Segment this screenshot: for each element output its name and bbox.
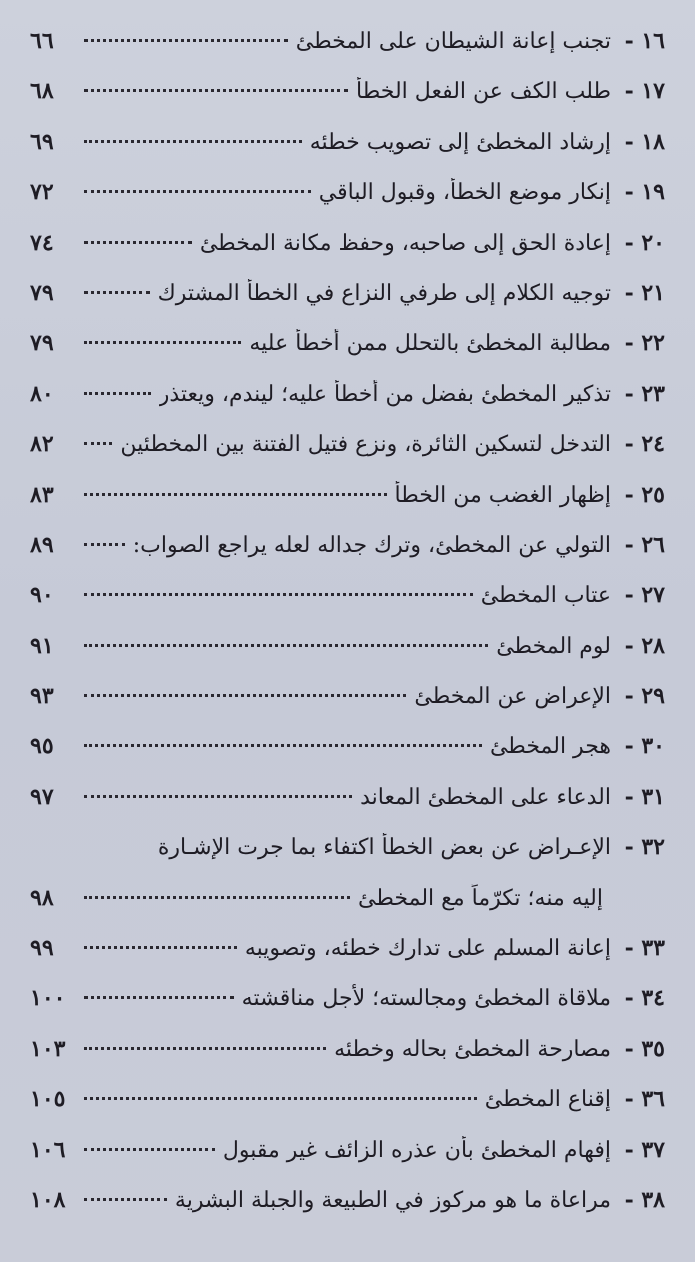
dot-leader: [84, 644, 488, 647]
entry-title: التدخل لتسكين الثائرة، ونزع فتيل الفتنة بين المخطئين: [120, 432, 611, 458]
entry-title: عتاب المخطئ: [480, 583, 611, 609]
entry-title: تجنب إعانة الشيطان على المخطئ: [295, 29, 611, 54]
toc-entry-36: [30, 1084, 665, 1134]
entry-number: ٣٤ -: [624, 985, 665, 1012]
toc-entry-17: [30, 76, 665, 126]
toc-entry-33: [30, 933, 665, 983]
entry-number: ١٧ -: [624, 78, 665, 105]
entry-title: الإعراض عن المخطئ: [414, 684, 611, 710]
toc-entry-34: [30, 983, 665, 1033]
toc-entry-23: [30, 379, 665, 429]
dot-leader: [84, 1047, 326, 1050]
dot-leader: [84, 1148, 215, 1151]
entry-page-number: ٧٤: [30, 229, 54, 256]
entry-page-number: ٩٨: [30, 884, 54, 911]
entry-page-number: ٧٩: [30, 330, 54, 357]
entry-number: ٣٦ -: [624, 1086, 665, 1113]
entry-number: ١٦ -: [624, 28, 665, 54]
dot-leader: [84, 896, 350, 899]
toc-entry-16: [30, 26, 665, 76]
toc-entry-22: [30, 328, 665, 378]
entry-page-number: ٩٩: [30, 935, 54, 962]
dot-leader: [84, 795, 352, 798]
toc-entry-19: [30, 177, 665, 227]
entry-line-1: [30, 832, 665, 882]
toc-entry-37: [30, 1135, 665, 1185]
entry-page-number: ٨٢: [30, 431, 54, 458]
entry-title: الدعاء على المخطئ المعاند: [360, 784, 611, 810]
entry-number: ٢٤ -: [624, 431, 665, 458]
dot-leader: [84, 593, 473, 596]
entry-page-number: ٦٦: [30, 28, 54, 54]
dot-leader: [84, 190, 311, 193]
entry-page-number: ٨٩: [30, 531, 54, 558]
toc-entry-26: [30, 530, 665, 580]
entry-number: ٢٦ -: [624, 531, 665, 558]
toc-entry-18: [30, 127, 665, 177]
dot-leader: [84, 39, 288, 42]
dot-leader: [84, 392, 151, 395]
dot-leader: [84, 442, 112, 445]
entry-number: ٣٨ -: [624, 1186, 665, 1213]
entry-page-number: ١٠٥: [30, 1086, 66, 1113]
toc-entry-24: [30, 429, 665, 479]
entry-title: مطالبة المخطئ بالتحلل ممن أخطأ عليه: [249, 331, 611, 357]
entry-number: ٢٥ -: [624, 481, 665, 508]
entry-page-number: ١٠٨: [30, 1186, 66, 1213]
entry-number: ٣٣ -: [624, 935, 665, 962]
entry-page-number: ٧٢: [30, 179, 54, 206]
entry-title: الإعـراض عن بعض الخطأ اكتفاء بما جرت الإشـارة: [157, 835, 611, 861]
entry-number: ٢١ -: [624, 279, 665, 306]
entry-page-number: ٦٩: [30, 128, 54, 155]
entry-page-number: ٨٣: [30, 481, 54, 508]
entry-line-2: [30, 883, 665, 933]
dot-leader: [84, 241, 192, 244]
entry-number: ٣٢ -: [624, 834, 665, 861]
entry-title: إعادة الحق إلى صاحبه، وحفظ مكانة المخطئ: [199, 230, 611, 256]
dot-leader: [84, 1097, 477, 1100]
entry-page-number: ٩٧: [30, 783, 54, 810]
toc-entry-38: [30, 1185, 665, 1235]
entry-page-number: ٨٠: [30, 380, 54, 407]
toc-entry-28: [30, 631, 665, 681]
dot-leader: [84, 543, 125, 546]
toc-entry-29: [30, 681, 665, 731]
entry-title: هجر المخطئ: [489, 734, 611, 760]
dot-leader: [84, 89, 348, 92]
toc-entry-20: [30, 228, 665, 278]
dot-leader: [84, 744, 482, 747]
entry-number: ٢٧ -: [624, 582, 665, 609]
entry-page-number: ٩٥: [30, 733, 54, 760]
entry-number: ٢٠ -: [624, 229, 665, 256]
entry-title: إرشاد المخطئ إلى تصويب خطئه: [309, 129, 611, 155]
entry-page-number: ٦٨: [30, 78, 54, 105]
entry-title: إفهام المخطئ بأن عذره الزائف غير مقبول: [222, 1137, 611, 1163]
entry-title: تذكير المخطئ بفضل من أخطأ عليه؛ ليندم، ويعتذر: [158, 381, 611, 407]
dot-leader: [84, 140, 302, 143]
dot-leader: [84, 946, 237, 949]
entry-number: ١٩ -: [624, 179, 665, 206]
entry-page-number: ٧٩: [30, 279, 54, 306]
entry-page-number: ١٠٦: [30, 1136, 66, 1163]
entry-title: مصارحة المخطئ بحاله وخطئه: [334, 1036, 611, 1062]
entry-page-number: ٩٠: [30, 582, 54, 609]
dot-leader: [84, 493, 387, 496]
entry-title: توجيه الكلام إلى طرفي النزاع في الخطأ المشترك: [157, 280, 611, 306]
entry-number: ٣٥ -: [624, 1035, 665, 1062]
entry-number: ٢٨ -: [624, 632, 665, 659]
entry-title: التولي عن المخطئ، وترك جداله لعله يراجع الصواب:: [132, 532, 611, 558]
dot-leader: [84, 291, 150, 294]
entry-number: ٣٠ -: [624, 733, 665, 760]
entry-title: طلب الكف عن الفعل الخطأ: [356, 79, 611, 105]
entry-page-number: ١٠٠: [30, 985, 66, 1012]
table-of-contents: [30, 26, 665, 1235]
entry-title: إظهار الغضب من الخطأ: [394, 482, 611, 508]
entry-number: ١٨ -: [624, 128, 665, 155]
entry-number: ٢٢ -: [624, 330, 665, 357]
toc-entry-32: [30, 832, 665, 933]
toc-entry-27: [30, 580, 665, 630]
entry-title: إعانة المسلم على تدارك خطئه، وتصويبه: [244, 936, 611, 962]
dot-leader: [84, 341, 241, 344]
toc-entry-25: [30, 480, 665, 530]
dot-leader: [84, 694, 406, 697]
toc-entry-31: [30, 782, 665, 832]
entry-title: إقناع المخطئ: [484, 1087, 611, 1113]
entry-page-number: ٩٣: [30, 683, 54, 710]
toc-entry-35: [30, 1034, 665, 1084]
entry-number: ٣١ -: [624, 783, 665, 810]
entry-page-number: ١٠٣: [30, 1035, 66, 1062]
entry-title: لوم المخطئ: [496, 633, 611, 659]
entry-title: إنكار موضع الخطأ، وقبول الباقي: [318, 180, 611, 206]
entry-number: ٢٣ -: [624, 380, 665, 407]
entry-number: ٣٧ -: [624, 1136, 665, 1163]
toc-entry-30: [30, 731, 665, 781]
entry-number: ٢٩ -: [624, 683, 665, 710]
entry-title-continued: إليه منه؛ تكرّماً مع المخطئ: [358, 885, 603, 911]
entry-page-number: ٩١: [30, 632, 54, 659]
dot-leader: [84, 1198, 167, 1201]
dot-leader: [84, 996, 234, 999]
toc-entry-21: [30, 278, 665, 328]
entry-title: ملاقاة المخطئ ومجالسته؛ لأجل مناقشته: [241, 986, 611, 1012]
entry-title: مراعاة ما هو مركوز في الطبيعة والجبلة البشرية: [174, 1187, 611, 1213]
